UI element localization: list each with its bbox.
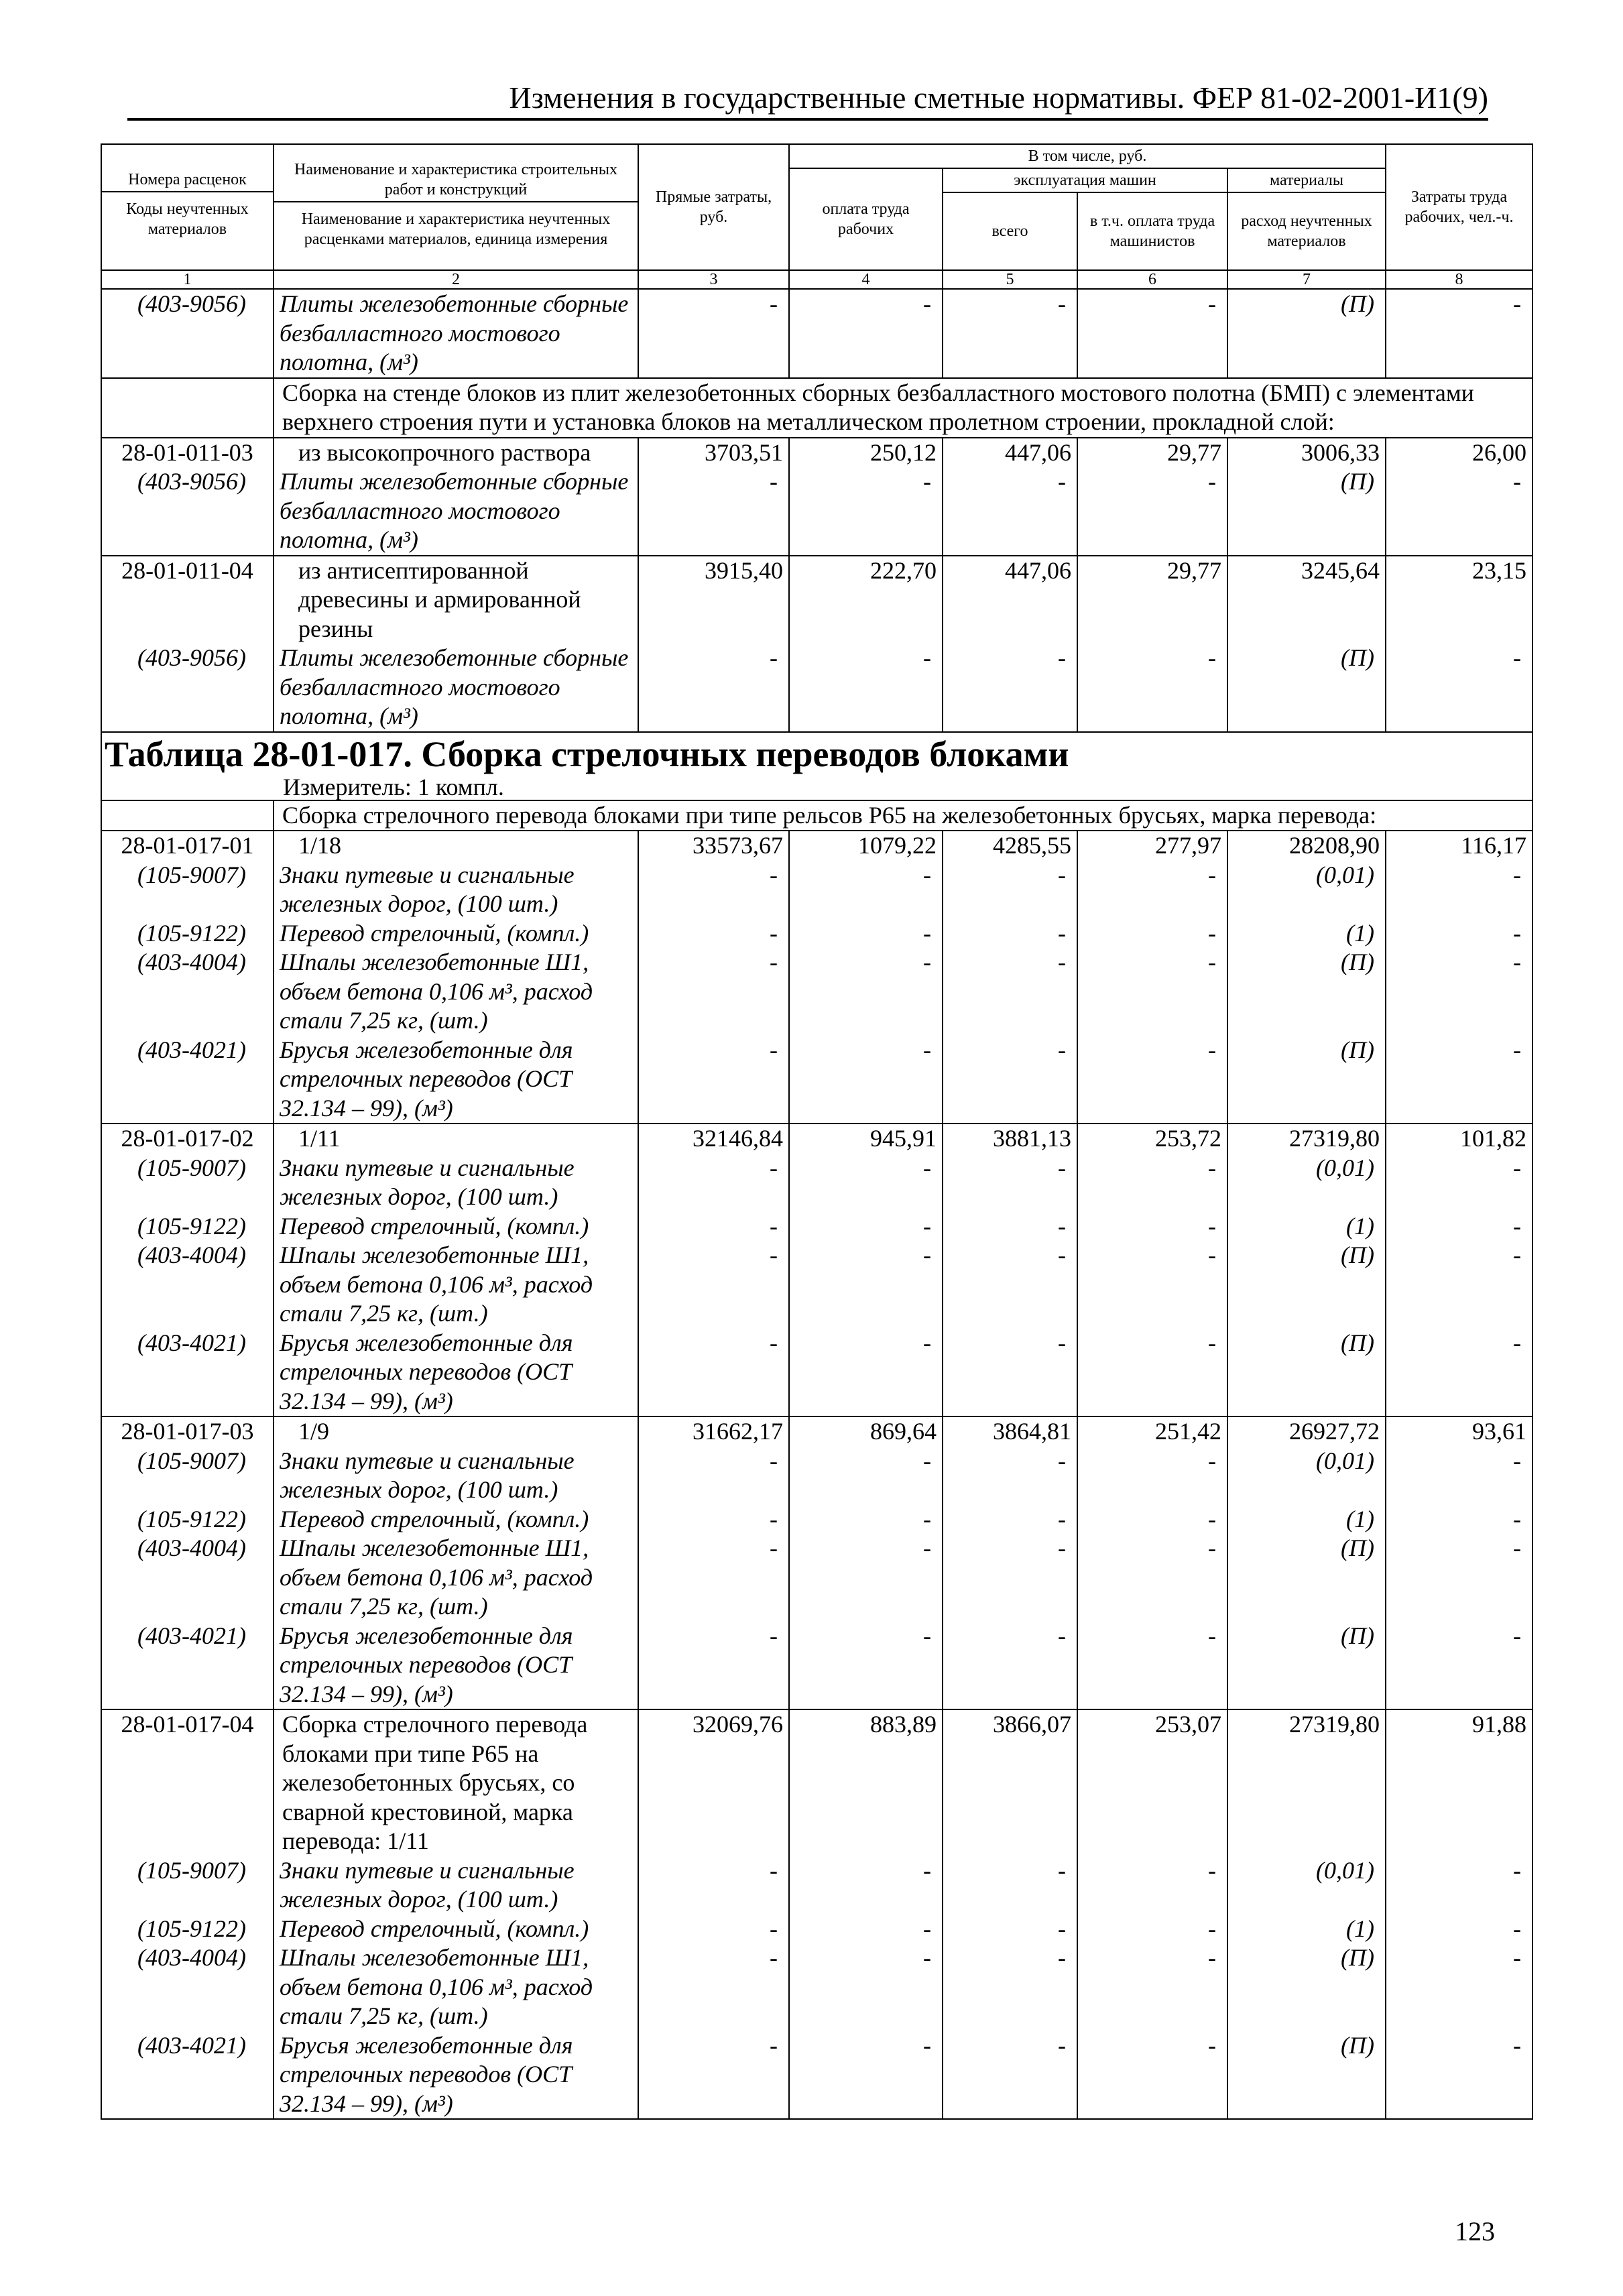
direct-costs-cell: 33573,67 [638, 831, 789, 861]
labor-pay-cell: - [789, 1943, 943, 2031]
direct-costs-cell: - [638, 1154, 789, 1212]
table-017-title: Таблица 28-01-017. Сборка стрелочных переводов блоками [105, 733, 1069, 774]
rate-name-cell: Шпалы железобетонные Ш1, объем бетона 0,106 м³, расход стали 7,25 кг, (шт.) [274, 1534, 638, 1622]
column-number: 6 [1077, 270, 1227, 289]
labor-pay-cell: 1079,22 [789, 831, 943, 861]
labor-pay-cell: 945,91 [789, 1124, 943, 1154]
header-including: В том числе, руб. [789, 144, 1386, 168]
rate-code-cell: (403-9056) [101, 644, 274, 732]
machinists-pay-cell: - [1077, 948, 1227, 1036]
materials-cell: 26927,72 [1227, 1416, 1386, 1447]
labor-pay-cell: - [789, 1505, 943, 1534]
direct-costs-cell: - [638, 948, 789, 1036]
machinists-pay-cell: - [1077, 467, 1227, 556]
direct-costs-cell: - [638, 1212, 789, 1242]
machinists-pay-cell: - [1077, 1622, 1227, 1710]
direct-costs-cell: - [638, 861, 789, 919]
table-017-title-row [101, 732, 1532, 800]
column-number: 7 [1227, 270, 1386, 289]
labor-pay-cell: - [789, 1622, 943, 1710]
labor-hours-cell: - [1386, 644, 1532, 732]
header-materials-unaccounted: расход неучтенных материалов [1227, 192, 1386, 270]
group-title-spacer [101, 800, 274, 831]
machinists-pay-cell: - [1077, 919, 1227, 949]
machinists-pay-cell: - [1077, 1447, 1227, 1505]
materials-cell: (0,01) [1227, 1154, 1386, 1212]
direct-costs-cell: 3703,51 [638, 438, 789, 468]
materials-cell: (1) [1227, 1212, 1386, 1242]
labor-hours-cell: - [1386, 1943, 1532, 2031]
labor-pay-cell: 869,64 [789, 1416, 943, 1447]
labor-hours-cell: 23,15 [1386, 556, 1532, 644]
materials-cell: (П) [1227, 644, 1386, 732]
labor-hours-cell: - [1386, 861, 1532, 919]
machinists-pay-cell: - [1077, 1534, 1227, 1622]
rates-table-frame [101, 143, 1532, 2120]
rate-code-cell: (403-4004) [101, 1534, 274, 1622]
materials-cell: (П) [1227, 1241, 1386, 1329]
material-row [101, 2031, 1532, 2120]
materials-cell: (П) [1227, 2031, 1386, 2120]
material-row [101, 644, 1532, 732]
machines-total-cell: - [943, 644, 1077, 732]
rate-name-cell: Плиты железобетонные сборные безбалластного мостового полотна, (м³) [274, 289, 638, 378]
group-017-title: Сборка стрелочного перевода блоками при типе рельсов Р65 на железобетонных брусьях, марка перевода: [274, 800, 1532, 831]
column-number: 1 [101, 270, 274, 289]
column-number: 8 [1386, 270, 1532, 289]
header-work-name: Наименование и характеристика строительных работ и конструкций [274, 158, 638, 202]
machinists-pay-cell: - [1077, 1154, 1227, 1212]
machines-total-cell: - [943, 1856, 1077, 1915]
machines-total-cell: 447,06 [943, 438, 1077, 468]
rate-code-cell: (403-9056) [101, 467, 274, 556]
materials-cell: (П) [1227, 1622, 1386, 1710]
header-machines: эксплуатация машин [943, 168, 1227, 192]
header-codes-cell [101, 144, 274, 270]
rate-code-cell: 28-01-011-03 [101, 438, 274, 468]
machines-total-cell: 3866,07 [943, 1709, 1077, 1856]
labor-pay-cell: 883,89 [789, 1709, 943, 1856]
rate-name-cell: Знаки путевые и сигнальные железных дорог, (100 шт.) [274, 1856, 638, 1915]
header-direct-costs: Прямые затраты, руб. [638, 144, 789, 270]
rate-name-cell: Шпалы железобетонные Ш1, объем бетона 0,106 м³, расход стали 7,25 кг, (шт.) [274, 1943, 638, 2031]
rates-table [101, 143, 1533, 2120]
labor-hours-cell: - [1386, 1447, 1532, 1505]
direct-costs-cell: 32146,84 [638, 1124, 789, 1154]
machinists-pay-cell: - [1077, 1241, 1227, 1329]
machinists-pay-cell: - [1077, 1943, 1227, 2031]
rate-name-cell: Знаки путевые и сигнальные железных дорог, (100 шт.) [274, 1154, 638, 1212]
labor-pay-cell: - [789, 919, 943, 949]
header-material-codes: Коды неучтенных материалов [126, 200, 249, 238]
group-011-header [101, 378, 1532, 438]
rate-code-cell: (105-9122) [101, 1915, 274, 1944]
labor-pay-cell: - [789, 1534, 943, 1622]
labor-pay-cell: - [789, 1241, 943, 1329]
rate-row [101, 438, 1532, 468]
header-labor-pay: оплата труда рабочих [789, 168, 943, 270]
direct-costs-cell: - [638, 1856, 789, 1915]
rate-name-cell: Брусья железобетонные для стрелочных переводов (ОСТ 32.134 – 99), (м³) [274, 1622, 638, 1710]
materials-cell: (0,01) [1227, 1856, 1386, 1915]
materials-cell: (1) [1227, 1915, 1386, 1944]
machines-total-cell: - [943, 289, 1077, 378]
materials-cell: 28208,90 [1227, 831, 1386, 861]
rate-code-cell: (105-9007) [101, 1447, 274, 1505]
header-materials: материалы [1227, 168, 1386, 192]
machinists-pay-cell: - [1077, 1329, 1227, 1417]
machines-total-cell: - [943, 1036, 1077, 1124]
direct-costs-cell: 31662,17 [638, 1416, 789, 1447]
rate-name-cell: Шпалы железобетонные Ш1, объем бетона 0,106 м³, расход стали 7,25 кг, (шт.) [274, 1241, 638, 1329]
rate-row [101, 1124, 1532, 1154]
labor-hours-cell: - [1386, 1212, 1532, 1242]
material-row [101, 1447, 1532, 1505]
materials-cell: 3006,33 [1227, 438, 1386, 468]
labor-hours-cell: - [1386, 1534, 1532, 1622]
labor-hours-cell: - [1386, 1036, 1532, 1124]
machinists-pay-cell: 253,07 [1077, 1709, 1227, 1856]
labor-pay-cell: 250,12 [789, 438, 943, 468]
material-row [101, 1622, 1532, 1710]
labor-hours-cell: - [1386, 1154, 1532, 1212]
labor-pay-cell: - [789, 1154, 943, 1212]
material-row [101, 919, 1532, 949]
materials-cell: (0,01) [1227, 1447, 1386, 1505]
rate-code-cell: 28-01-017-02 [101, 1124, 274, 1154]
labor-hours-cell: - [1386, 1856, 1532, 1915]
materials-cell: 27319,80 [1227, 1124, 1386, 1154]
labor-hours-cell: - [1386, 289, 1532, 378]
direct-costs-cell: - [638, 1505, 789, 1534]
table-body-011 [101, 438, 1532, 732]
column-number: 4 [789, 270, 943, 289]
labor-pay-cell: - [789, 1915, 943, 1944]
rate-name-cell: из высокопрочного раствора [274, 438, 638, 468]
column-number: 5 [943, 270, 1077, 289]
labor-pay-cell: 222,70 [789, 556, 943, 644]
machines-total-cell: 4285,55 [943, 831, 1077, 861]
header-names-cell [274, 144, 638, 270]
rate-code-cell: (105-9122) [101, 1505, 274, 1534]
column-number: 3 [638, 270, 789, 289]
rate-code-cell: (403-4004) [101, 1943, 274, 2031]
table-body-017 [101, 831, 1532, 2119]
labor-hours-cell: - [1386, 467, 1532, 556]
rate-name-cell: Перевод стрелочный, (компл.) [274, 1915, 638, 1944]
machines-total-cell: - [943, 1154, 1077, 1212]
labor-pay-cell: - [789, 948, 943, 1036]
materials-cell: (П) [1227, 467, 1386, 556]
machines-total-cell: - [943, 2031, 1077, 2120]
machinists-pay-cell: - [1077, 1505, 1227, 1534]
table-017-header [101, 732, 1532, 831]
rate-name-cell: Шпалы железобетонные Ш1, объем бетона 0,106 м³, расход стали 7,25 кг, (шт.) [274, 948, 638, 1036]
machinists-pay-cell: - [1077, 1856, 1227, 1915]
materials-cell: (П) [1227, 289, 1386, 378]
direct-costs-cell: - [638, 1241, 789, 1329]
materials-cell: (П) [1227, 1036, 1386, 1124]
machines-total-cell: 3864,81 [943, 1416, 1077, 1447]
machines-total-cell: - [943, 1241, 1077, 1329]
rate-code-cell: 28-01-017-01 [101, 831, 274, 861]
labor-hours-cell: 26,00 [1386, 438, 1532, 468]
labor-pay-cell: - [789, 1856, 943, 1915]
header-rate-number: Номера расценок [102, 168, 273, 192]
machines-total-cell: - [943, 948, 1077, 1036]
machinists-pay-cell: 29,77 [1077, 438, 1227, 468]
running-header: Изменения в государственные сметные нормативы. ФЕР 81-02-2001-И1(9) [127, 79, 1488, 121]
labor-hours-cell: 116,17 [1386, 831, 1532, 861]
rate-code-cell: (403-4004) [101, 948, 274, 1036]
group-017-title-row [101, 800, 1532, 831]
labor-pay-cell: - [789, 1212, 943, 1242]
rate-name-cell: Перевод стрелочный, (компл.) [274, 1505, 638, 1534]
materials-cell: 27319,80 [1227, 1709, 1386, 1856]
rate-name-cell: Сборка стрелочного перевода блоками при типе Р65 на железобетонных брусьях, со сварной крестовиной, марка перевода: 1/11 [274, 1709, 638, 1856]
direct-costs-cell: - [638, 1329, 789, 1417]
rate-code-cell: (105-9122) [101, 919, 274, 949]
machines-total-cell: - [943, 1943, 1077, 2031]
machines-total-cell: - [943, 1622, 1077, 1710]
rate-code-cell: 28-01-011-04 [101, 556, 274, 644]
rate-name-cell: из антисептированной древесины и армированной резины [274, 556, 638, 644]
rate-name-cell: Брусья железобетонные для стрелочных переводов (ОСТ 32.134 – 99), (м³) [274, 2031, 638, 2120]
group-011-title: Сборка на стенде блоков из плит железобетонных сборных безбалластного мостового полотна (БМП) с элементами верхнего строения пути и установка блоков на металлическом пролетном строении, прокладной слой: [274, 378, 1532, 438]
materials-cell: (П) [1227, 1329, 1386, 1417]
machinists-pay-cell: - [1077, 289, 1227, 378]
labor-hours-cell: 101,82 [1386, 1124, 1532, 1154]
material-row [101, 948, 1532, 1036]
column-number: 2 [274, 270, 638, 289]
material-row [101, 1154, 1532, 1212]
rate-code-cell: (403-4021) [101, 1329, 274, 1417]
materials-cell: (П) [1227, 948, 1386, 1036]
direct-costs-cell: - [638, 289, 789, 378]
materials-cell: (1) [1227, 1505, 1386, 1534]
machinists-pay-cell: 253,72 [1077, 1124, 1227, 1154]
machines-total-cell: - [943, 1329, 1077, 1417]
table-body-top [101, 289, 1532, 378]
rate-code-cell: 28-01-017-03 [101, 1416, 274, 1447]
machinists-pay-cell: 29,77 [1077, 556, 1227, 644]
machines-total-cell: 3881,13 [943, 1124, 1077, 1154]
labor-pay-cell: - [789, 861, 943, 919]
rate-name-cell: 1/18 [274, 831, 638, 861]
machinists-pay-cell: - [1077, 1036, 1227, 1124]
machinists-pay-cell: - [1077, 1915, 1227, 1944]
labor-pay-cell: - [789, 644, 943, 732]
rate-code-cell: 28-01-017-04 [101, 1709, 274, 1856]
machines-total-cell: - [943, 1534, 1077, 1622]
direct-costs-cell: - [638, 1447, 789, 1505]
page-number: 123 [1455, 2216, 1495, 2246]
machinists-pay-cell: 251,42 [1077, 1416, 1227, 1447]
direct-costs-cell: - [638, 1036, 789, 1124]
machines-total-cell: - [943, 1447, 1077, 1505]
machinists-pay-cell: - [1077, 2031, 1227, 2120]
material-row [101, 1915, 1532, 1944]
rate-code-cell: (403-4021) [101, 1622, 274, 1710]
labor-pay-cell: - [789, 289, 943, 378]
rate-code-cell: (105-9007) [101, 1154, 274, 1212]
labor-hours-cell: - [1386, 948, 1532, 1036]
machines-total-cell: - [943, 467, 1077, 556]
material-row [101, 1505, 1532, 1534]
header-machines-total: всего [943, 192, 1077, 270]
materials-cell: (1) [1227, 919, 1386, 949]
direct-costs-cell: - [638, 1534, 789, 1622]
direct-costs-cell: - [638, 1915, 789, 1944]
machinists-pay-cell: - [1077, 644, 1227, 732]
material-row [101, 1534, 1532, 1622]
labor-pay-cell: - [789, 1447, 943, 1505]
direct-costs-cell: 32069,76 [638, 1709, 789, 1856]
labor-pay-cell: - [789, 2031, 943, 2120]
rate-code-cell: (403-4021) [101, 2031, 274, 2120]
material-row [101, 1212, 1532, 1242]
machines-total-cell: - [943, 861, 1077, 919]
rate-name-cell: Перевод стрелочный, (компл.) [274, 919, 638, 949]
materials-cell: 3245,64 [1227, 556, 1386, 644]
direct-costs-cell: - [638, 2031, 789, 2120]
material-row [101, 1943, 1532, 2031]
labor-pay-cell: - [789, 1036, 943, 1124]
rate-name-cell: Перевод стрелочный, (компл.) [274, 1212, 638, 1242]
rate-name-cell: 1/9 [274, 1416, 638, 1447]
material-row [101, 467, 1532, 556]
direct-costs-cell: 3915,40 [638, 556, 789, 644]
machines-total-cell: - [943, 1915, 1077, 1944]
machinists-pay-cell: - [1077, 1212, 1227, 1242]
rate-name-cell: 1/11 [274, 1124, 638, 1154]
rate-code-cell: (403-4004) [101, 1241, 274, 1329]
material-row [101, 289, 1532, 378]
materials-cell: (П) [1227, 1534, 1386, 1622]
materials-cell: (0,01) [1227, 861, 1386, 919]
material-row [101, 1329, 1532, 1417]
labor-pay-cell: - [789, 467, 943, 556]
rate-code-cell: (105-9122) [101, 1212, 274, 1242]
rate-row [101, 831, 1532, 861]
machinists-pay-cell: 277,97 [1077, 831, 1227, 861]
labor-pay-cell: - [789, 1329, 943, 1417]
rate-code-cell: (105-9007) [101, 861, 274, 919]
labor-hours-cell: 91,88 [1386, 1709, 1532, 1856]
direct-costs-cell: - [638, 1943, 789, 2031]
machines-total-cell: - [943, 1212, 1077, 1242]
rate-row [101, 556, 1532, 644]
labor-hours-cell: - [1386, 1505, 1532, 1534]
table-header-row-1 [101, 144, 1532, 168]
material-row [101, 1241, 1532, 1329]
rate-code-cell: (403-9056) [101, 289, 274, 378]
rate-code-cell: (403-4021) [101, 1036, 274, 1124]
labor-hours-cell: - [1386, 1329, 1532, 1417]
materials-cell: (П) [1227, 1943, 1386, 2031]
table-017-meter: Измеритель: 1 компл. [283, 773, 504, 800]
header-labor-hours: Затраты труда рабочих, чел.-ч. [1386, 144, 1532, 270]
material-row [101, 1856, 1532, 1915]
rate-name-cell: Знаки путевые и сигнальные железных дорог, (100 шт.) [274, 1447, 638, 1505]
direct-costs-cell: - [638, 919, 789, 949]
labor-hours-cell: - [1386, 1241, 1532, 1329]
column-numbers-row [101, 270, 1532, 289]
labor-hours-cell: - [1386, 1622, 1532, 1710]
machinists-pay-cell: - [1077, 861, 1227, 919]
material-row [101, 861, 1532, 919]
labor-hours-cell: - [1386, 2031, 1532, 2120]
group-011-title-row [101, 378, 1532, 438]
material-row [101, 1036, 1532, 1124]
direct-costs-cell: - [638, 644, 789, 732]
rate-row [101, 1416, 1532, 1447]
header-machinists-pay: в т.ч. оплата труда машинистов [1077, 192, 1227, 270]
machines-total-cell: - [943, 919, 1077, 949]
labor-hours-cell: - [1386, 1915, 1532, 1944]
labor-hours-cell: 93,61 [1386, 1416, 1532, 1447]
rate-name-cell: Знаки путевые и сигнальные железных дорог, (100 шт.) [274, 861, 638, 919]
rate-row [101, 1709, 1532, 1856]
labor-hours-cell: - [1386, 919, 1532, 949]
rate-name-cell: Брусья железобетонные для стрелочных переводов (ОСТ 32.134 – 99), (м³) [274, 1036, 638, 1124]
header-material-name: Наименование и характеристика неучтенных расценками материалов, единица измерения [301, 210, 611, 248]
machines-total-cell: - [943, 1505, 1077, 1534]
table-017-title-cell [101, 732, 1532, 800]
rate-name-cell: Плиты железобетонные сборные безбалластного мостового полотна, (м³) [274, 467, 638, 556]
machines-total-cell: 447,06 [943, 556, 1077, 644]
group-title-spacer [101, 378, 274, 438]
rate-name-cell: Плиты железобетонные сборные безбалластного мостового полотна, (м³) [274, 644, 638, 732]
direct-costs-cell: - [638, 467, 789, 556]
direct-costs-cell: - [638, 1622, 789, 1710]
rate-code-cell: (105-9007) [101, 1856, 274, 1915]
rate-name-cell: Брусья железобетонные для стрелочных переводов (ОСТ 32.134 – 99), (м³) [274, 1329, 638, 1417]
